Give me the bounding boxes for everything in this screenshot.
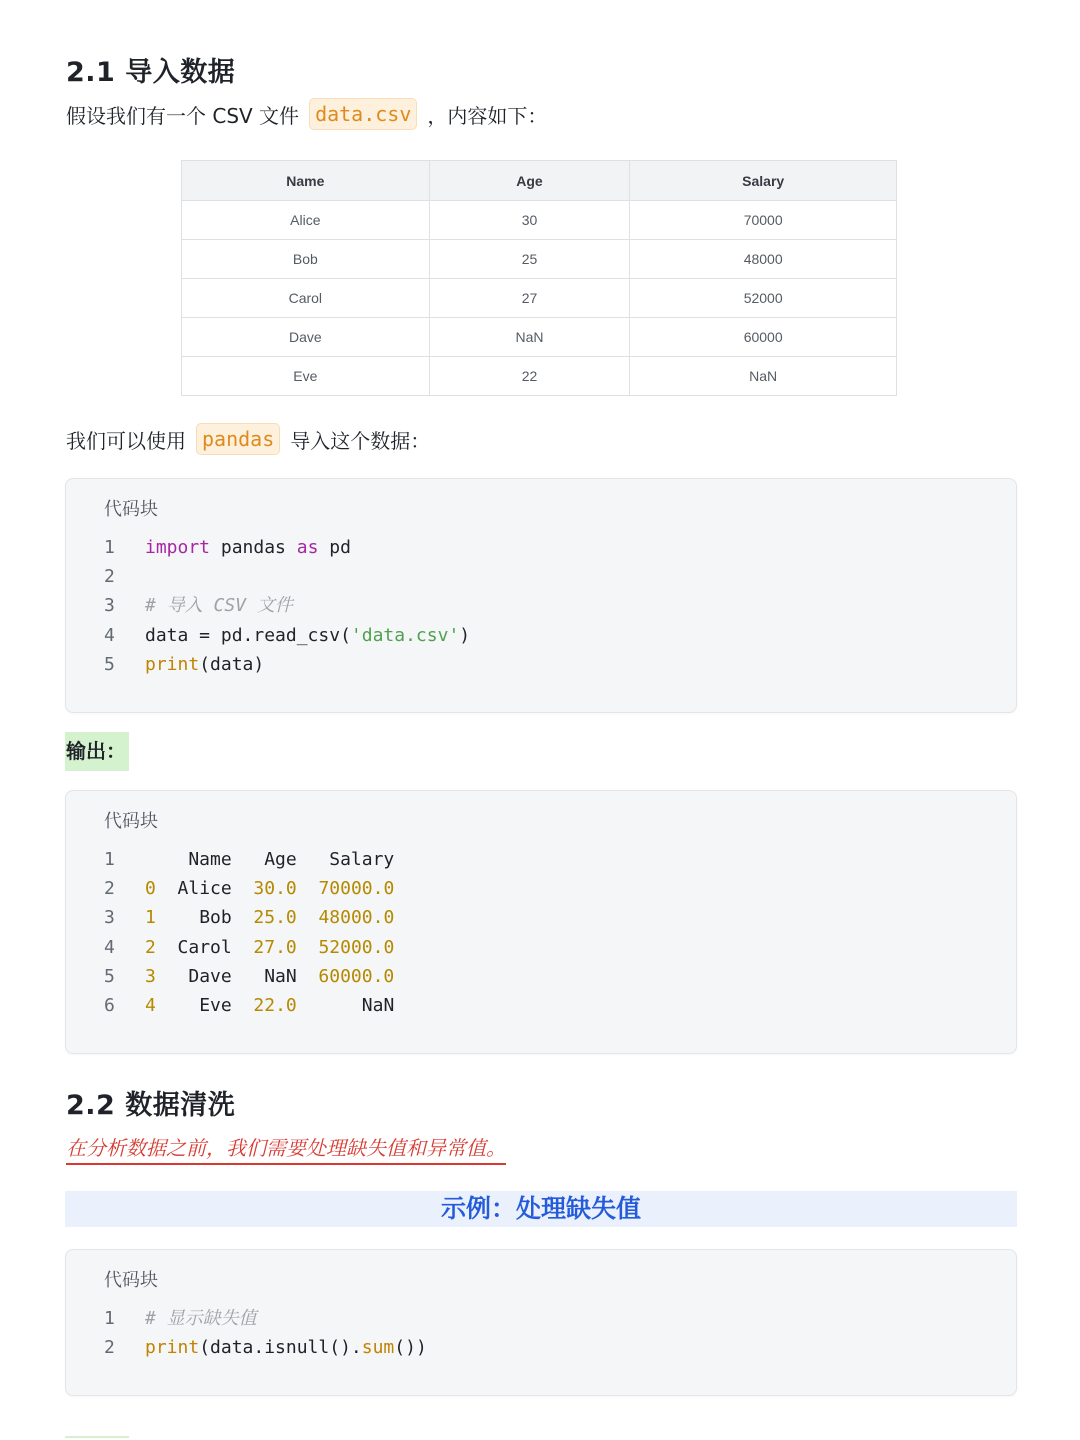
table-cell: 52000 bbox=[630, 279, 897, 318]
line-number: 1 bbox=[104, 1308, 115, 1329]
code-line bbox=[104, 903, 394, 932]
code-token: 48000.0 bbox=[318, 907, 395, 929]
code-token: Bob bbox=[155, 907, 254, 929]
code-line bbox=[104, 533, 470, 562]
code-line bbox=[104, 933, 394, 962]
table-row bbox=[182, 357, 897, 396]
code-token bbox=[297, 907, 319, 928]
code-token: 2 bbox=[145, 936, 156, 958]
line-number: 3 bbox=[104, 907, 115, 929]
code-token: data = pd.read_csv( bbox=[145, 624, 351, 646]
code-token: NaN bbox=[296, 994, 395, 1016]
code-text bbox=[145, 1304, 257, 1333]
highlight-note: 在分析数据之前，我们需要处理缺失值和异常值。 bbox=[66, 1132, 506, 1165]
line-number: 4 bbox=[104, 624, 115, 646]
code-text bbox=[145, 1333, 427, 1362]
table-header-cell: Salary bbox=[630, 161, 897, 201]
output-label: 输出： bbox=[65, 732, 129, 771]
code-token: Name Age Salary bbox=[145, 849, 395, 870]
code-line bbox=[104, 591, 470, 620]
code-token: ()) bbox=[394, 1337, 427, 1359]
code-token: 60000.0 bbox=[318, 965, 395, 987]
table-cell: Bob bbox=[182, 240, 430, 279]
code-token: 3 bbox=[145, 965, 156, 987]
table-cell: 70000 bbox=[630, 201, 897, 240]
line-number: 2 bbox=[104, 566, 115, 588]
code-token: 'data.csv' bbox=[350, 624, 460, 646]
inline-code-pandas: pandas bbox=[196, 423, 280, 455]
table-header-cell: Age bbox=[429, 161, 630, 201]
section-heading-import: 2.1 导入数据 bbox=[66, 57, 236, 88]
code-line bbox=[104, 562, 470, 591]
code-token: as bbox=[296, 537, 319, 558]
code-token: # 导入 CSV 文件 bbox=[145, 595, 293, 617]
table-cell: 60000 bbox=[630, 318, 897, 357]
code-token: import bbox=[145, 537, 211, 558]
table-cell: Dave bbox=[182, 318, 430, 357]
code-line bbox=[104, 650, 470, 679]
table-cell: Carol bbox=[182, 279, 430, 318]
code-token: # 显示缺失值 bbox=[145, 1308, 257, 1329]
code-block-output[interactable] bbox=[65, 790, 1017, 1054]
section-heading-cleaning: 2.2 数据清洗 bbox=[66, 1090, 236, 1121]
table-cell: NaN bbox=[429, 318, 630, 357]
code-lines bbox=[104, 845, 394, 1020]
code-line bbox=[104, 874, 394, 903]
code-line bbox=[104, 1304, 427, 1333]
code-token: 52000.0 bbox=[318, 936, 395, 958]
code-token: 1 bbox=[145, 907, 156, 929]
line-number: 5 bbox=[104, 965, 115, 987]
table-cell: 22 bbox=[429, 357, 630, 396]
code-token: Alice bbox=[155, 878, 254, 900]
line-number: 1 bbox=[104, 537, 115, 558]
table-row bbox=[182, 279, 897, 318]
code-line bbox=[104, 962, 394, 991]
usage-text-after: 导入这个数据： bbox=[290, 428, 431, 453]
example-banner: 示例：处理缺失值 bbox=[65, 1191, 1017, 1227]
line-number: 2 bbox=[104, 1337, 115, 1359]
code-token bbox=[297, 937, 319, 958]
line-number: 3 bbox=[104, 595, 115, 617]
table-cell: 25 bbox=[429, 240, 630, 279]
inline-code-filename: data.csv bbox=[309, 98, 417, 130]
code-token: 30.0 bbox=[253, 878, 297, 900]
table-row bbox=[182, 318, 897, 357]
code-token: 27.0 bbox=[253, 936, 297, 958]
code-text bbox=[145, 903, 394, 932]
code-text bbox=[145, 845, 394, 874]
code-line bbox=[104, 991, 394, 1020]
code-token: Eve bbox=[155, 994, 254, 1016]
code-text bbox=[145, 591, 293, 620]
code-text bbox=[145, 991, 394, 1020]
intro-text-after: ，内容如下： bbox=[427, 103, 548, 128]
line-number: 4 bbox=[104, 936, 115, 958]
intro-paragraph bbox=[66, 97, 547, 131]
code-token: 70000.0 bbox=[318, 878, 395, 900]
code-block-title: 代码块 bbox=[104, 1270, 158, 1291]
table-row bbox=[182, 201, 897, 240]
usage-paragraph bbox=[66, 422, 430, 456]
code-lines bbox=[104, 533, 470, 679]
table-cell: 30 bbox=[429, 201, 630, 240]
code-token: Dave NaN bbox=[155, 965, 319, 987]
line-number: 1 bbox=[104, 849, 115, 870]
code-block-import[interactable] bbox=[65, 478, 1017, 713]
code-token: 25.0 bbox=[253, 907, 297, 929]
code-token: (data) bbox=[199, 653, 265, 675]
table-header-row bbox=[182, 161, 897, 201]
table-cell: 27 bbox=[429, 279, 630, 318]
code-line bbox=[104, 621, 470, 650]
code-block-title: 代码块 bbox=[104, 811, 158, 832]
code-text bbox=[145, 962, 394, 991]
table-cell: NaN bbox=[630, 357, 897, 396]
line-number: 6 bbox=[104, 994, 115, 1016]
code-token bbox=[297, 878, 319, 899]
table-cell: Alice bbox=[182, 201, 430, 240]
table-cell: Eve bbox=[182, 357, 430, 396]
code-token: ) bbox=[459, 624, 471, 646]
table-cell: 48000 bbox=[630, 240, 897, 279]
code-token: 22.0 bbox=[253, 994, 297, 1016]
code-line bbox=[104, 845, 394, 874]
code-token: print bbox=[145, 653, 200, 675]
code-text bbox=[145, 874, 394, 903]
code-text bbox=[145, 933, 394, 962]
code-token: (data.isnull(). bbox=[199, 1337, 362, 1359]
code-token: 4 bbox=[145, 994, 156, 1016]
line-number: 5 bbox=[104, 653, 115, 675]
code-line bbox=[104, 1333, 427, 1362]
csv-data-table bbox=[181, 160, 897, 396]
line-number: 2 bbox=[104, 878, 115, 900]
code-token: Carol bbox=[155, 936, 254, 958]
usage-text-before: 我们可以使用 bbox=[66, 428, 186, 453]
code-token: sum bbox=[361, 1337, 395, 1359]
code-token: print bbox=[145, 1337, 200, 1359]
code-block-isnull[interactable] bbox=[65, 1249, 1017, 1396]
code-text bbox=[145, 650, 264, 679]
code-token: pd bbox=[318, 537, 351, 558]
table-row bbox=[182, 240, 897, 279]
code-token: 0 bbox=[145, 878, 156, 900]
code-block-title: 代码块 bbox=[104, 499, 158, 520]
code-text bbox=[145, 533, 351, 562]
table-header-cell: Name bbox=[182, 161, 430, 201]
code-token: pandas bbox=[210, 537, 297, 558]
code-text bbox=[145, 621, 470, 650]
intro-text-before: 假设我们有一个 CSV 文件 bbox=[66, 103, 300, 128]
next-output-label-edge bbox=[65, 1436, 129, 1438]
code-lines bbox=[104, 1304, 427, 1362]
